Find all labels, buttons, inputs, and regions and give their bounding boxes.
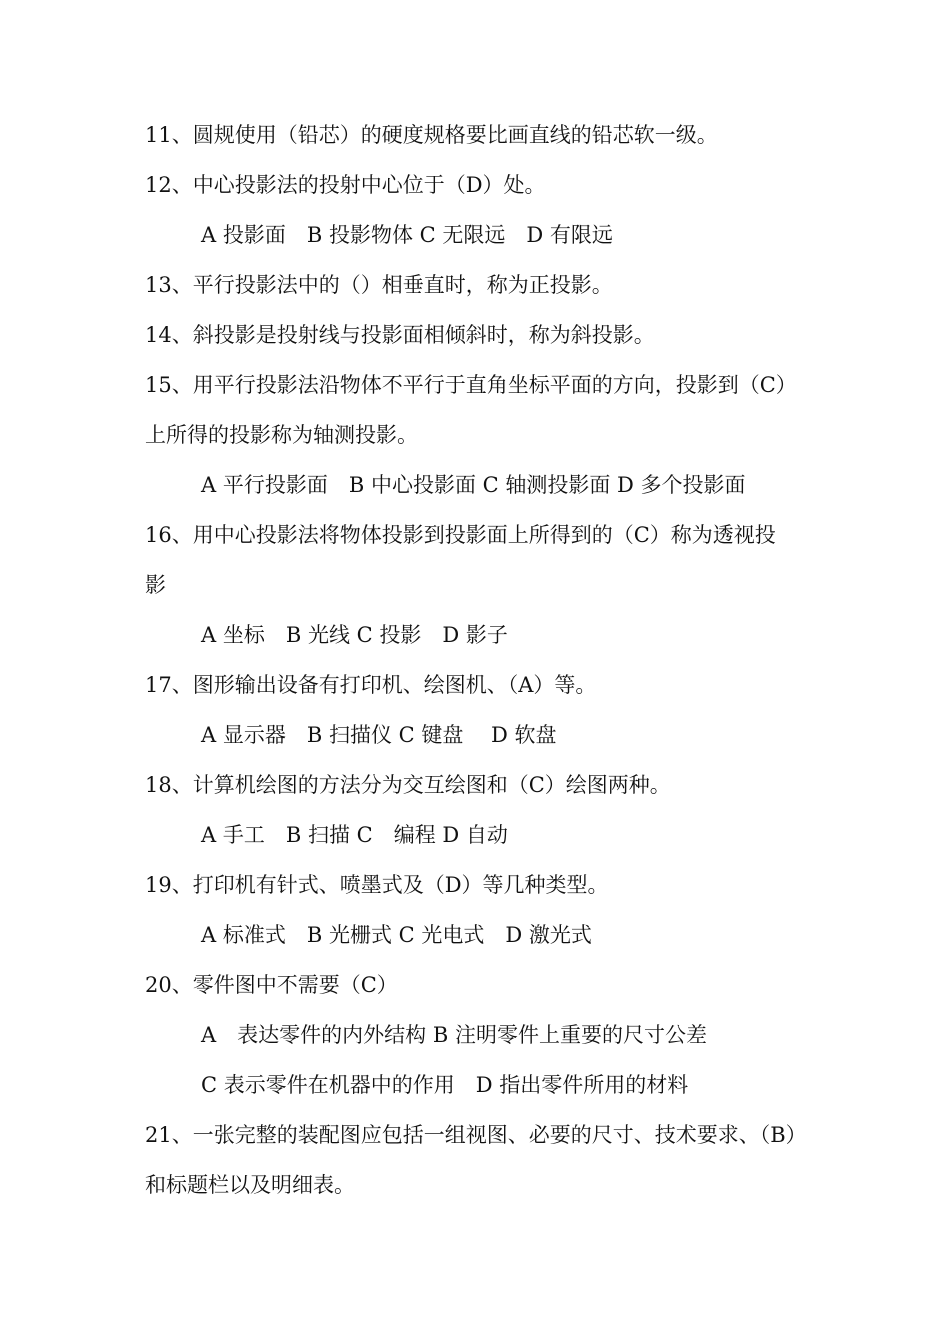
question-line: 20、零件图中不需要（C）: [145, 973, 398, 997]
question-line-continued: 上所得的投影称为轴测投影。: [145, 423, 418, 447]
option-line: A 手工 B 扫描 C 编程 D 自动: [201, 823, 508, 847]
option-line: A 投影面 B 投影物体 C 无限远 D 有限远: [201, 223, 613, 247]
question-line: 12、中心投影法的投射中心位于（D）处。: [145, 173, 546, 197]
option-line: A 显示器 B 扫描仪 C 键盘 D 软盘: [201, 723, 557, 747]
question-line: 21、一张完整的装配图应包括一组视图、必要的尺寸、技术要求、（B）: [145, 1123, 807, 1147]
option-line: C 表示零件在机器中的作用 D 指出零件所用的材料: [201, 1073, 689, 1097]
option-line: A 标准式 B 光栅式 C 光电式 D 激光式: [201, 923, 592, 947]
question-line: 18、计算机绘图的方法分为交互绘图和（C）绘图两种。: [145, 773, 671, 797]
question-line: 13、平行投影法中的（）相垂直时，称为正投影。: [145, 273, 613, 297]
question-line: 14、斜投影是投射线与投影面相倾斜时，称为斜投影。: [145, 323, 655, 347]
option-line: A 坐标 B 光线 C 投影 D 影子: [201, 623, 508, 647]
question-line: 16、用中心投影法将物体投影到投影面上所得到的（C）称为透视投: [145, 523, 776, 547]
option-line: A 平行投影面 B 中心投影面 C 轴测投影面 D 多个投影面: [201, 473, 746, 497]
question-line: 11、圆规使用（铅芯）的硬度规格要比画直线的铅芯软一级。: [145, 123, 718, 147]
question-line-continued: 和标题栏以及明细表。: [145, 1173, 355, 1197]
question-line: 17、图形输出设备有打印机、绘图机、（A）等。: [145, 673, 597, 697]
question-line: 15、用平行投影法沿物体不平行于直角坐标平面的方向，投影到（C）: [145, 373, 797, 397]
question-line: 19、打印机有针式、喷墨式及（D）等几种类型。: [145, 873, 609, 897]
question-line-continued: 影: [145, 573, 166, 597]
document-body: [145, 110, 825, 1210]
option-line: A 表达零件的内外结构 B 注明零件上重要的尺寸公差: [201, 1023, 707, 1047]
